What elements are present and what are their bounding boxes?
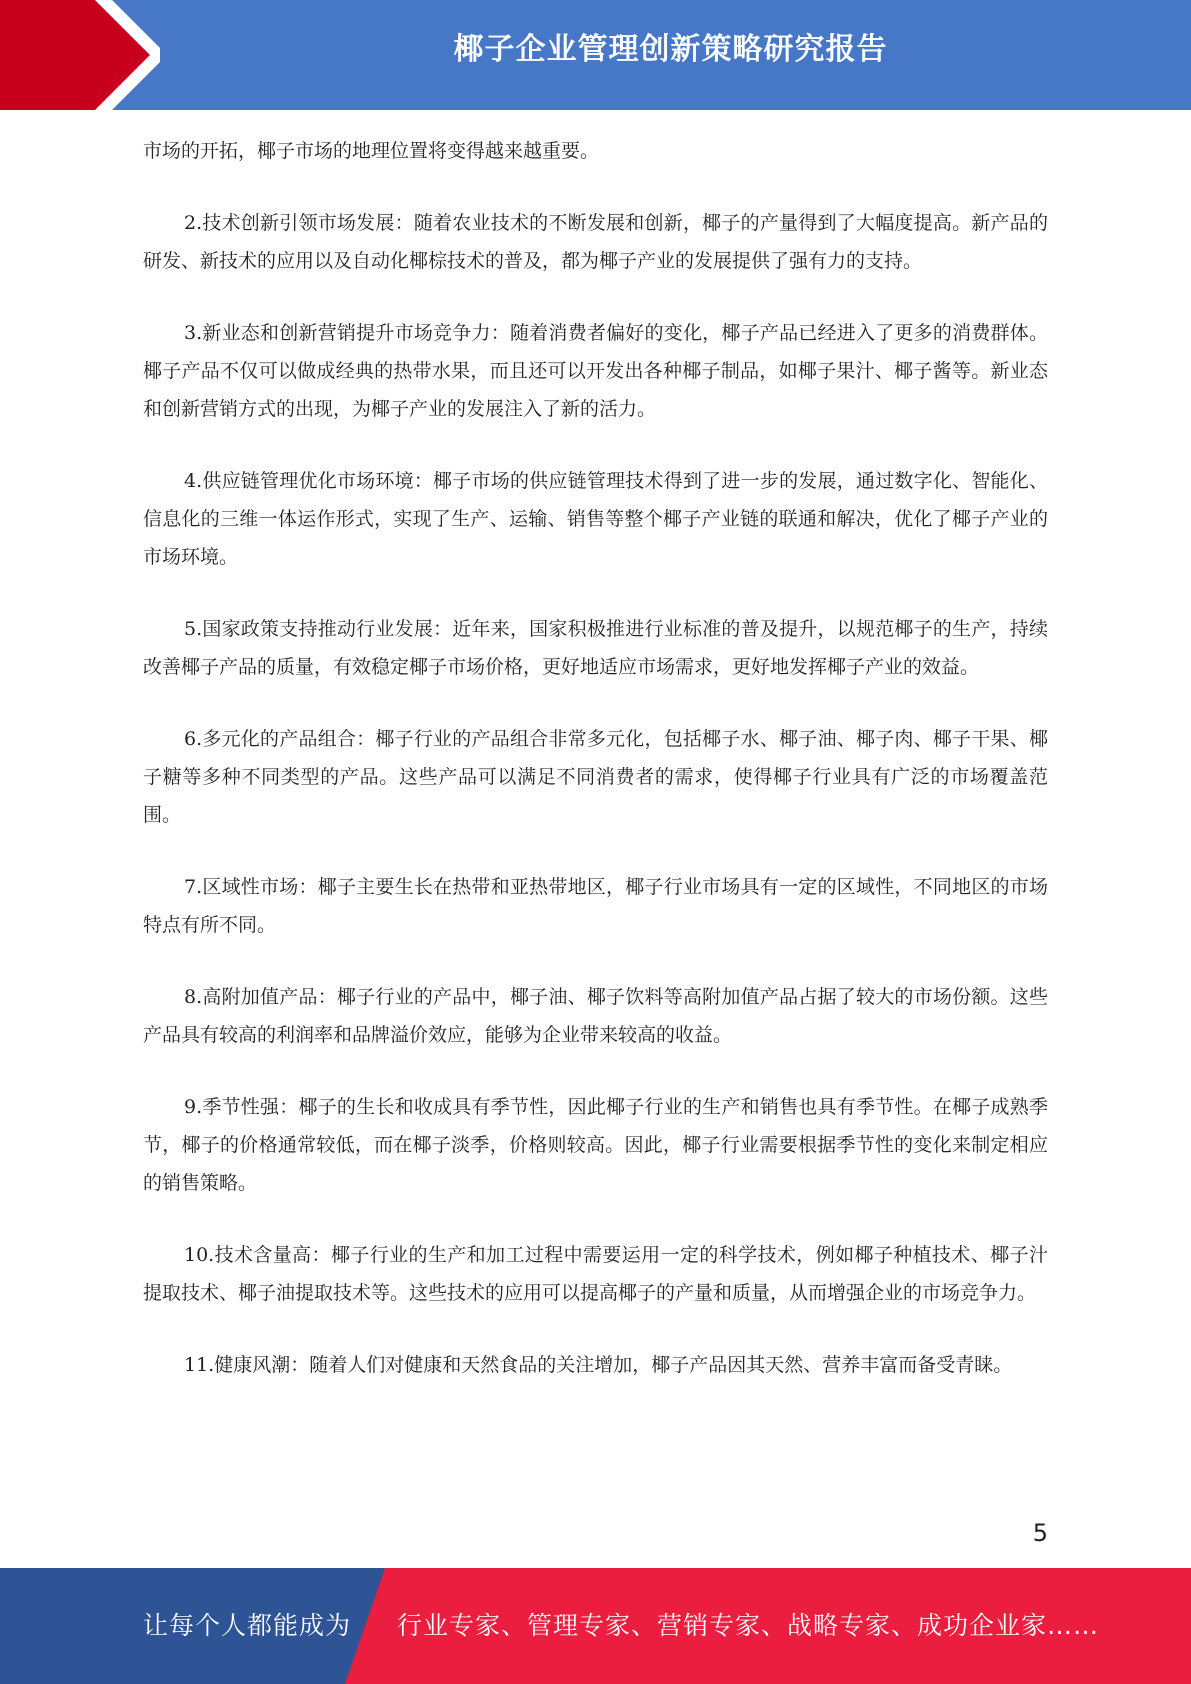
paragraph-5: 6.多元化的产品组合：椰子行业的产品组合非常多元化，包括椰子水、椰子油、椰子肉、椰子干果、椰子糖等多种不同类型的产品。这些产品可以满足不同消费者的需求，使得椰子行业具有广泛的市场覆盖范围。 <box>143 728 1048 826</box>
page-number: 5 <box>1032 1519 1048 1547</box>
paragraph-0: 市场的开拓，椰子市场的地理位置将变得越来越重要。 <box>143 140 600 162</box>
paragraph-6: 7.区域性市场：椰子主要生长在热带和亚热带地区，椰子行业市场具有一定的区域性，不同地区的市场特点有所不同。 <box>143 876 1048 936</box>
paragraph-4: 5.国家政策支持推动行业发展：近年来，国家积极推进行业标准的普及提升，以规范椰子的生产，持续改善椰子产品的质量，有效稳定椰子市场价格，更好地适应市场需求，更好地发挥椰子产业的效益。 <box>143 618 1048 678</box>
paragraph-9: 10.技术含量高：椰子行业的生产和加工过程中需要运用一定的科学技术，例如椰子种植技术、椰子汁提取技术、椰子油提取技术等。这些技术的应用可以提高椰子的产量和质量，从而增强企业的市场竞争力。 <box>143 1244 1048 1304</box>
paragraph-7: 8.高附加值产品：椰子行业的产品中，椰子油、椰子饮料等高附加值产品占据了较大的市场份额。这些产品具有较高的利润率和品牌溢价效应，能够为企业带来较高的收益。 <box>143 986 1048 1046</box>
footer-slogan-right: 行业专家、管理专家、营销专家、战略专家、成功企业家…… <box>397 1611 1100 1640</box>
footer-slogan-left: 让每个人都能成为 <box>143 1611 352 1640</box>
paragraph-2: 3.新业态和创新营销提升市场竞争力：随着消费者偏好的变化，椰子产品已经进入了更多的消费群体。椰子产品不仅可以做成经典的热带水果，而且还可以开发出各种椰子制品，如椰子果汁、椰子酱等。新业态和创新营销方式的出现，为椰子产业的发展注入了新的活力。 <box>143 322 1048 420</box>
page-footer <box>0 1568 1191 1684</box>
paragraph-1: 2.技术创新引领市场发展：随着农业技术的不断发展和创新，椰子的产量得到了大幅度提高。新产品的研发、新技术的应用以及自动化椰棕技术的普及，都为椰子产业的发展提供了强有力的支持。 <box>143 212 1048 272</box>
paragraph-10: 11.健康风潮：随着人们对健康和天然食品的关注增加，椰子产品因其天然、营养丰富而备受青睐。 <box>184 1354 1013 1376</box>
document-body <box>143 132 1048 1418</box>
paragraph-8: 9.季节性强：椰子的生长和收成具有季节性，因此椰子行业的生产和销售也具有季节性。在椰子成熟季节，椰子的价格通常较低，而在椰子淡季，价格则较高。因此，椰子行业需要根据季节性的变化来制定相应的销售策略。 <box>143 1096 1048 1194</box>
header-red-arrow-shape <box>0 0 160 110</box>
report-title: 椰子企业管理创新策略研究报告 <box>453 32 888 67</box>
page-header <box>0 0 1191 110</box>
paragraph-3: 4.供应链管理优化市场环境：椰子市场的供应链管理技术得到了进一步的发展，通过数字化、智能化、信息化的三维一体运作形式，实现了生产、运输、销售等整个椰子产业链的联通和解决，优化了椰子产业的市场环境。 <box>143 470 1048 568</box>
